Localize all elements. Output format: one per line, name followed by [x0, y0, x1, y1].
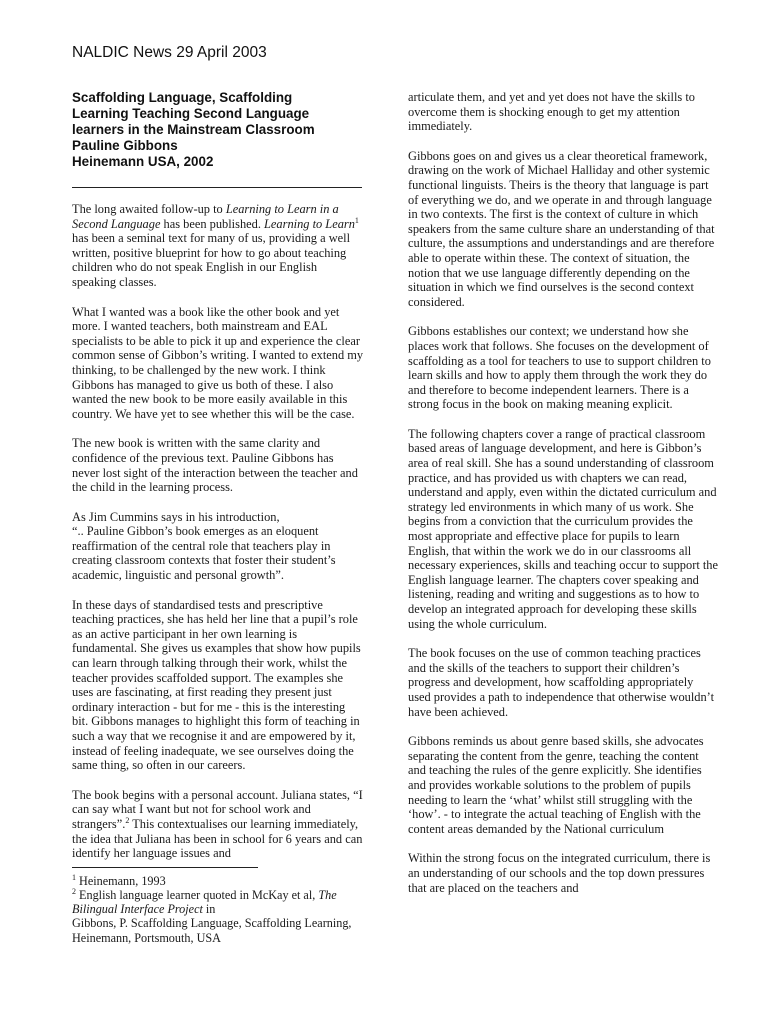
left-paragraph-2: What I wanted was a book like the other book and yet more. I wanted teachers, both mainstream and EAL specialists to be able to pick it up and experience the clear common sense of Gibbon’s writing. I wanted to extend my thinking, to be challenged by the new work. I think Gibbons has managed to give us both of these. I also wanted the new book to be more easily available in this country. We have yet to see whether this will be the case.: [72, 304, 364, 421]
left-column: [72, 90, 364, 945]
right-paragraph-3: Gibbons establishes our context; we understand how she places work that follows. She focuses on the development of scaffolding as a tool for teachers to use to support children to learn skills and how to apply them through the work they do and therefore to become independent learners. There is a strong focus in the book on making meaning explicit.: [408, 324, 711, 412]
page-header: NALDIC News 29 April 2003: [72, 44, 267, 61]
left-paragraph-1: The long awaited follow-up to Learning to Learn in a Second Language has been published. Learning to Learn$^1$ has been a seminal text for many of us, providing a well written, positive blueprint for how to go about teaching children who do not speak English in our English speaking classes.: [72, 202, 359, 289]
article-title-line-2: Learning Teaching Second Language: [72, 106, 310, 121]
left-paragraph-6: The book begins with a personal account. Juliana states, “I can say what I want but not for school work and strangers”.$^2$ This contextualises our learning immediately, the idea that Juliana has been in school for 6 years and can identify her language issues and: [72, 787, 363, 861]
left-paragraph-3: The new book is written with the same clarity and confidence of the previous text. Pauline Gibbons has never lost sight of the interaction between the teacher and the child in the learning process.: [72, 436, 358, 495]
title-divider: [72, 187, 362, 188]
article-title-block: [72, 90, 364, 172]
footnotes: [72, 874, 364, 945]
footnote-2: $^2$ English language learner quoted in McKay et al, The Bilingual Interface Project in: [72, 886, 337, 917]
right-column: [408, 90, 718, 910]
book-title-italic: Learning to Learn in a Second Language: [72, 202, 339, 231]
footnote-3: Gibbons, P. Scaffolding Language, Scaffolding Learning, Heinemann, Portsmouth, USA: [72, 916, 352, 945]
right-paragraph-5: The book focuses on the use of common teaching practices and the skills of the teachers to support their children’s progress and development, how scaffolding appropriately used provides a path to independence that otherwise wouldn’t have been achieved.: [408, 646, 715, 719]
right-paragraph-4: The following chapters cover a range of practical classroom based areas of language development, and here is Gibbon’s area of real skill. She has a sound understanding of classroom practice, and has provided us with chapters we can read, understand and apply, even within the dictated curriculum and strategy led environments in which many of us work. She begins from a conviction that the curriculum provides the most appropriate and effective place for pupils to learn English, that within the work we do in our classrooms all necessary experiences, skills and teaching occur to support the English language learner. The chapters cover speaking and listening, reading and writing and suggestions as to how to develop an integrated approach for developing these skills using the whole curriculum.: [408, 426, 719, 631]
footnote-ref-1: 1: [354, 215, 359, 225]
right-paragraph-7: Within the strong focus on the integrated curriculum, there is an understanding of our schools and the top down pressures that are placed on the teachers and: [408, 851, 711, 895]
left-paragraph-4: As Jim Cummins says in his introduction, “.. Pauline Gibbon’s book emerges as an eloquent reaffirmation of the central role that teachers play in creating classroom contexts that foster their student’s academic, linguistic and personal growth”.: [72, 509, 336, 583]
article-publisher: Heinemann USA, 2002: [72, 154, 214, 169]
right-paragraph-2: Gibbons goes on and gives us a clear theoretical framework, drawing on the work of Michael Halliday and other systemic functional linguists. Theirs is the theory that language is part of everything we do, and we operate in and through language in two contexts. The first is the context of culture in which speakers from the same culture share an understanding of that culture, the assumptions and understandings and are therefore able to operate within these. The context of situation, the notion that we use language differently depending on the situation in which we find ourselves is the second context considered.: [408, 148, 715, 309]
right-paragraph-6: Gibbons reminds us about genre based skills, she advocates separating the content from the genre, teaching the content and teaching the rules of the genre explicitly. She identifies and provides workable solutions to the problem of pupils needing to learn the ‘what’ whilst still struggling with the ‘how’. - to integrate the actual teaching of English with the content areas demanded by the National curriculum: [408, 734, 704, 836]
footnote-1: $^1$ Heinemann, 1993: [72, 872, 166, 888]
footnote-divider: [72, 867, 258, 868]
footnote-ref-2: 2: [125, 815, 130, 825]
book-title-italic-2: Learning to Learn: [264, 216, 355, 231]
article-author: Pauline Gibbons: [72, 138, 178, 153]
article-title-line-1: Scaffolding Language, Scaffolding: [72, 90, 293, 105]
left-paragraph-5: In these days of standardised tests and prescriptive teaching practices, she has held her line that a pupil’s role as an active participant in her own learning is fundamental. She gives us examples that show how pupils can learn through talking through their work, whilst the teacher provides scaffolded support. The examples she uses are fascinating, at first reading they present just ordinary interaction - but for me - this is the interesting bit. Gibbons manages to highlight this form of teaching in such a way that we recognise it and are empowered by it, instead of feeling inadequate, we see ourselves doing the same thing, so often in our careers.: [72, 597, 361, 773]
right-paragraph-1: articulate them, and yet and yet does not have the skills to overcome them is shocking enough to get my attention immediately.: [408, 90, 695, 134]
article-title-line-3: learners in the Mainstream Classroom: [72, 122, 315, 137]
